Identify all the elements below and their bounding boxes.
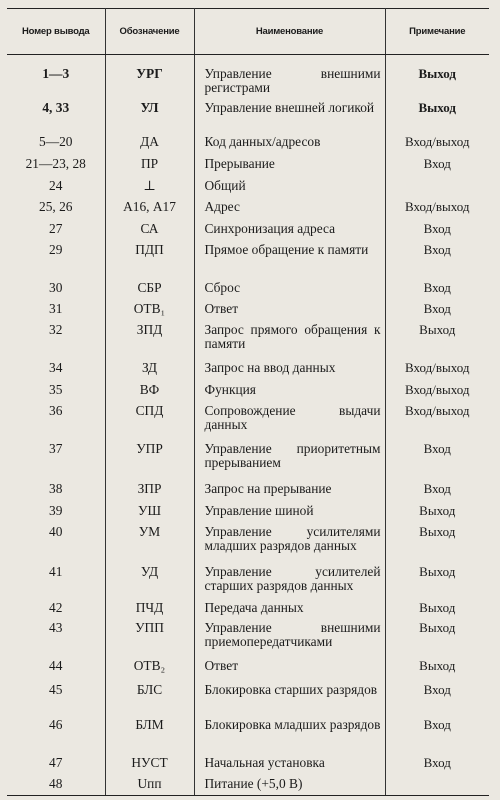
name-cell: Управление шиной	[194, 503, 385, 524]
header-name: Наименование	[194, 9, 385, 55]
note-cell: Вход	[385, 301, 489, 322]
symbol-cell: ЗПР	[105, 481, 194, 502]
table-row	[7, 524, 489, 564]
name-cell: Управление внешней логикой	[194, 100, 385, 135]
name-cell: Управление усилителями младших разрядов данных	[194, 524, 385, 564]
table-body	[7, 55, 489, 796]
pin-number-cell: 46	[7, 717, 105, 755]
pin-number-cell: 38	[7, 481, 105, 502]
name-cell: Управление усилителей старших разрядов данных	[194, 564, 385, 601]
symbol-cell: НУСТ	[105, 755, 194, 776]
note-cell: Вход	[385, 441, 489, 481]
note-cell: Выход	[385, 658, 489, 681]
symbol-cell: ⊥	[105, 178, 194, 199]
symbol-cell: СА	[105, 221, 194, 242]
name-cell: Запрос на прерывание	[194, 481, 385, 502]
table-row	[7, 178, 489, 199]
table-row	[7, 403, 489, 441]
name-cell: Ответ	[194, 301, 385, 322]
symbol-cell: СБР	[105, 280, 194, 301]
symbol-cell: БЛМ	[105, 717, 194, 755]
table-row	[7, 199, 489, 221]
table-row	[7, 682, 489, 718]
table-row	[7, 600, 489, 620]
symbol-cell: ЗПД	[105, 322, 194, 360]
name-cell: Запрос прямого обращения к памяти	[194, 322, 385, 360]
name-cell: Прямое обращение к памяти	[194, 242, 385, 280]
symbol-cell: ПЧД	[105, 600, 194, 620]
table-header	[7, 9, 489, 55]
note-cell: Выход	[385, 100, 489, 135]
pin-number-cell: 44	[7, 658, 105, 681]
pin-number-cell: 41	[7, 564, 105, 601]
pin-number-cell: 34	[7, 360, 105, 382]
name-cell: Код данных/адресов	[194, 134, 385, 156]
name-cell: Блокировка старших разрядов	[194, 682, 385, 718]
name-cell: Прерывание	[194, 156, 385, 177]
symbol-cell: ДА	[105, 134, 194, 156]
note-cell: Выход	[385, 620, 489, 658]
note-cell: Вход/выход	[385, 134, 489, 156]
pin-number-cell: 37	[7, 441, 105, 481]
pin-number-cell: 36	[7, 403, 105, 441]
symbol-cell: ОТВ₂	[105, 658, 194, 681]
table-row	[7, 776, 489, 795]
name-cell: Сброс	[194, 280, 385, 301]
symbol-cell: ПДП	[105, 242, 194, 280]
pin-number-cell: 31	[7, 301, 105, 322]
table-row	[7, 156, 489, 177]
pin-number-cell: 5—20	[7, 134, 105, 156]
pin-number-cell: 30	[7, 280, 105, 301]
pin-number-cell: 25, 26	[7, 199, 105, 221]
name-cell: Запрос на ввод данных	[194, 360, 385, 382]
table-row	[7, 221, 489, 242]
pin-number-cell: 42	[7, 600, 105, 620]
note-cell: Выход	[385, 55, 489, 100]
name-cell: Питание (+5,0 В)	[194, 776, 385, 795]
symbol-cell: А16, А17	[105, 199, 194, 221]
name-cell: Адрес	[194, 199, 385, 221]
note-cell: Вход	[385, 221, 489, 242]
table-row	[7, 55, 489, 100]
note-cell: Вход	[385, 242, 489, 280]
note-cell: Вход	[385, 717, 489, 755]
table-row	[7, 658, 489, 681]
pin-number-cell: 48	[7, 776, 105, 795]
name-cell: Управление внешними регистрами	[194, 55, 385, 100]
table-row	[7, 360, 489, 382]
note-cell: Выход	[385, 524, 489, 564]
note-cell: Выход	[385, 564, 489, 601]
symbol-cell: УД	[105, 564, 194, 601]
pin-number-cell: 1—3	[7, 55, 105, 100]
header-pin-number: Номер вывода	[7, 9, 105, 55]
note-cell: Вход/выход	[385, 403, 489, 441]
pin-number-cell: 43	[7, 620, 105, 658]
table-row	[7, 717, 489, 755]
table-row	[7, 620, 489, 658]
name-cell: Синхронизация адреса	[194, 221, 385, 242]
symbol-cell: Uпп	[105, 776, 194, 795]
name-cell: Управление приоритетным прерыванием	[194, 441, 385, 481]
header-row	[7, 9, 489, 55]
table-row	[7, 242, 489, 280]
name-cell: Функция	[194, 382, 385, 403]
pin-number-cell: 45	[7, 682, 105, 718]
note-cell: Вход/выход	[385, 382, 489, 403]
table-row	[7, 441, 489, 481]
header-symbol: Обозначение	[105, 9, 194, 55]
pin-number-cell: 27	[7, 221, 105, 242]
pin-number-cell: 24	[7, 178, 105, 199]
symbol-cell: УРГ	[105, 55, 194, 100]
note-cell: Вход	[385, 280, 489, 301]
table-row	[7, 280, 489, 301]
note-cell: Выход	[385, 322, 489, 360]
pin-number-cell: 40	[7, 524, 105, 564]
pin-number-cell: 4, 33	[7, 100, 105, 135]
symbol-cell: УЛ	[105, 100, 194, 135]
name-cell: Блокировка младших разрядов	[194, 717, 385, 755]
symbol-cell: УШ	[105, 503, 194, 524]
table-row	[7, 755, 489, 776]
symbol-cell: ВФ	[105, 382, 194, 403]
note-cell: Вход	[385, 755, 489, 776]
table-row	[7, 322, 489, 360]
name-cell: Общий	[194, 178, 385, 199]
name-cell: Сопровождение выдачи данных	[194, 403, 385, 441]
note-cell	[385, 776, 489, 795]
note-cell: Вход	[385, 156, 489, 177]
note-cell: Выход	[385, 503, 489, 524]
symbol-cell: УМ	[105, 524, 194, 564]
table-row	[7, 301, 489, 322]
note-cell: Вход/выход	[385, 360, 489, 382]
name-cell: Начальная установка	[194, 755, 385, 776]
pin-number-cell: 32	[7, 322, 105, 360]
pin-number-cell: 39	[7, 503, 105, 524]
pin-assignment-table	[7, 8, 489, 796]
table-row	[7, 100, 489, 135]
pin-number-cell: 35	[7, 382, 105, 403]
header-note: Примечание	[385, 9, 489, 55]
note-cell: Вход	[385, 481, 489, 502]
symbol-cell: ПР	[105, 156, 194, 177]
note-cell: Выход	[385, 600, 489, 620]
table-row	[7, 134, 489, 156]
symbol-cell: ЗД	[105, 360, 194, 382]
note-cell: Вход	[385, 682, 489, 718]
pin-number-cell: 21—23, 28	[7, 156, 105, 177]
pin-number-cell: 29	[7, 242, 105, 280]
note-cell	[385, 178, 489, 199]
table-row	[7, 564, 489, 601]
symbol-cell: ОТВ₁	[105, 301, 194, 322]
symbol-cell: БЛС	[105, 682, 194, 718]
name-cell: Передача данных	[194, 600, 385, 620]
symbol-cell: СПД	[105, 403, 194, 441]
table-row	[7, 481, 489, 502]
table-row	[7, 382, 489, 403]
symbol-cell: УПР	[105, 441, 194, 481]
table-row	[7, 503, 489, 524]
name-cell: Ответ	[194, 658, 385, 681]
note-cell: Вход/выход	[385, 199, 489, 221]
pin-number-cell: 47	[7, 755, 105, 776]
symbol-cell: УПП	[105, 620, 194, 658]
name-cell: Управление внешними приемопередатчиками	[194, 620, 385, 658]
